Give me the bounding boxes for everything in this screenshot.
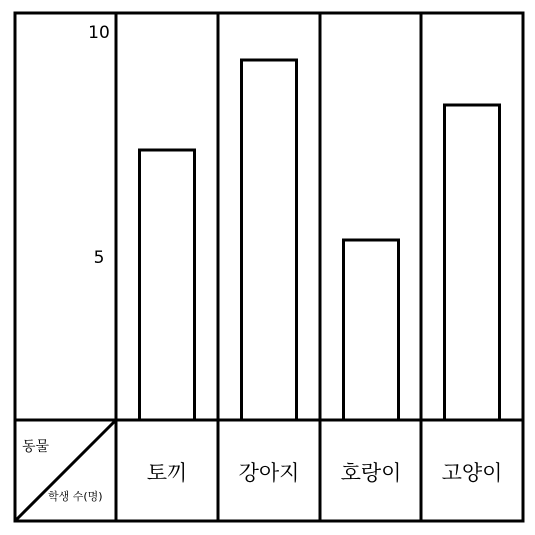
bar-2: [242, 60, 297, 420]
category-label-1: 토끼: [146, 461, 188, 485]
category-label-3: 호랑이: [340, 461, 402, 485]
corner-diagonal: [15, 420, 116, 521]
bar-3: [344, 240, 399, 420]
bar-4: [445, 105, 500, 420]
bar-1: [140, 150, 195, 420]
y-axis-header: 학생 수(명): [48, 490, 103, 503]
y-tick-label-5: 5: [93, 248, 105, 268]
y-tick-label-10: 10: [88, 23, 110, 43]
category-label-4: 고양이: [441, 461, 503, 485]
category-label-2: 강아지: [238, 461, 300, 485]
x-axis-header: 동물: [22, 439, 50, 455]
